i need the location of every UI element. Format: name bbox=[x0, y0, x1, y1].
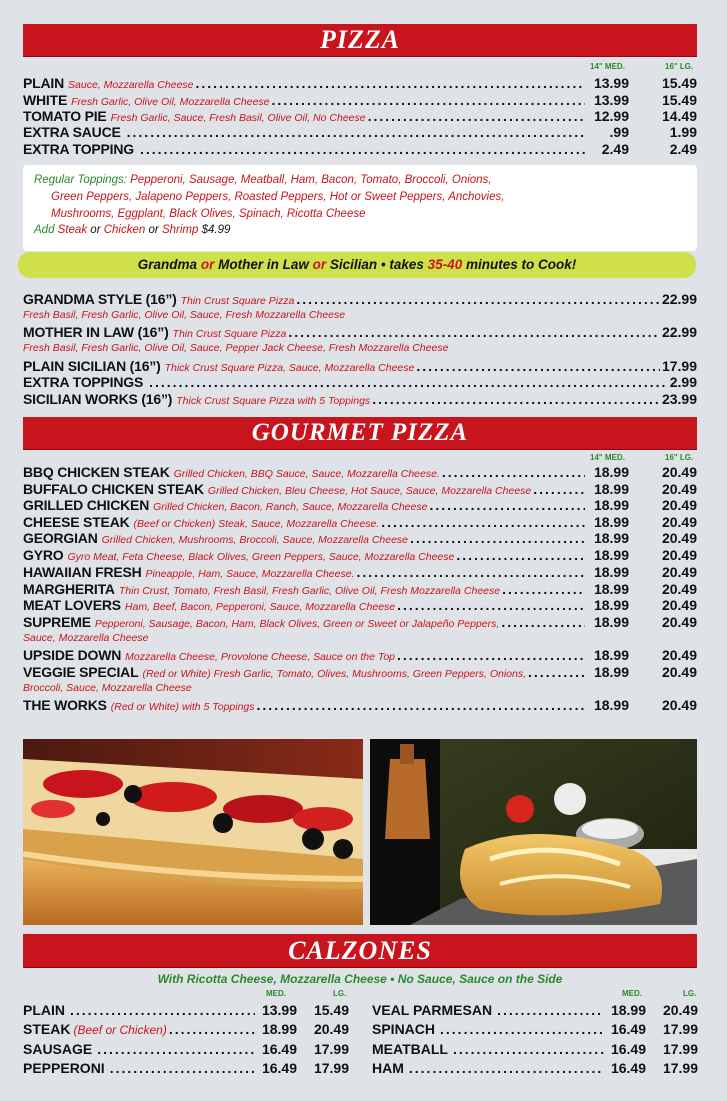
price-medium: 18.99 bbox=[593, 564, 629, 580]
price-medium: 18.99 bbox=[593, 664, 629, 680]
item-name: THE WORKS bbox=[23, 697, 107, 713]
bar-or-2: or bbox=[312, 257, 327, 272]
price-medium: 18.99 bbox=[593, 697, 629, 713]
item-name: HAWAIIAN FRESH bbox=[23, 564, 142, 580]
gourmet-lg-header: 16" LG. bbox=[665, 453, 694, 462]
item-subline: Fresh Basil, Fresh Garlic, Olive Oil, Sauce, Pepper Jack Cheese, Fresh Mozzarella Cheese bbox=[23, 342, 449, 354]
price-large: 15.49 bbox=[661, 92, 697, 108]
bar-minutes: 35-40 bbox=[427, 257, 463, 272]
price-medium: 2.49 bbox=[601, 141, 629, 157]
menu-item-row bbox=[23, 92, 697, 109]
leader-dots bbox=[357, 564, 586, 581]
toppings-line-2: Green Peppers, Jalapeno Peppers, Roasted Peppers, Hot or Sweet Peppers, Anchovies, bbox=[51, 191, 505, 203]
price-large: 20.49 bbox=[661, 664, 697, 680]
item-description: (Beef or Chicken) Steak, Sauce, Mozzarella Cheese. bbox=[133, 518, 380, 530]
item-description: Grilled Chicken, BBQ Sauce, Sauce, Mozzarella Cheese. bbox=[173, 468, 440, 480]
toppings-line-3: Mushrooms, Eggplant, Black Olives, Spinach, Ricotta Cheese bbox=[51, 208, 366, 220]
item-name: PLAIN bbox=[23, 75, 65, 91]
item-name: GYRO bbox=[23, 547, 64, 563]
item-name: MOTHER IN LAW (16”) bbox=[23, 324, 169, 340]
price-large: 20.49 bbox=[661, 547, 697, 563]
price-medium: 18.99 bbox=[593, 497, 629, 513]
calzones-subtitle: With Ricotta Cheese, Mozzarella Cheese • No Sauce, Sauce on the Side bbox=[157, 972, 563, 986]
add-or-2: or bbox=[148, 224, 159, 236]
price-large: 17.99 bbox=[662, 1041, 698, 1057]
menu-item-row bbox=[23, 597, 697, 614]
leader-dots bbox=[397, 597, 585, 614]
price-large: 17.99 bbox=[313, 1041, 349, 1057]
leader-dots bbox=[368, 108, 585, 125]
pizza-section-title: PIZZA bbox=[23, 24, 697, 56]
item-description: Pineapple, Ham, Sauce, Mozzarella Cheese. bbox=[145, 568, 355, 580]
gourmet-med-header: 14" MED. bbox=[590, 453, 625, 462]
item-name: GRILLED CHICKEN bbox=[23, 497, 150, 513]
menu-item-row bbox=[23, 530, 697, 547]
price-medium: 16.49 bbox=[610, 1060, 646, 1076]
menu-item-row bbox=[23, 664, 697, 681]
menu-item-row bbox=[23, 481, 697, 498]
item-subline: Broccoli, Sauce, Mozzarella Cheese bbox=[23, 682, 192, 694]
item-name: SICILIAN WORKS (16”) bbox=[23, 391, 173, 407]
item-description: (Red or White) with 5 Toppings bbox=[110, 701, 255, 713]
menu-item-row bbox=[23, 75, 697, 92]
menu-item-row bbox=[23, 141, 697, 158]
calzones-right-med-header: MED. bbox=[622, 989, 642, 998]
menu-item-row bbox=[23, 108, 697, 125]
price-medium: 18.99 bbox=[593, 647, 629, 663]
leader-dots bbox=[381, 514, 585, 531]
leader-dots bbox=[169, 1021, 255, 1038]
leader-dots bbox=[140, 141, 585, 158]
price-large: 20.49 bbox=[661, 597, 697, 613]
item-name: EXTRA TOPPING bbox=[23, 141, 134, 157]
leader-dots bbox=[149, 374, 668, 391]
calzone-name: VEAL PARMESAN bbox=[372, 1002, 493, 1018]
price-large: 20.49 bbox=[661, 514, 697, 530]
price-medium: 18.99 bbox=[593, 547, 629, 563]
leader-dots bbox=[70, 1002, 255, 1019]
item-description: Grilled Chicken, Bacon, Ranch, Sauce, Mozzarella Cheese bbox=[153, 501, 428, 513]
calzone-name: STEAK bbox=[23, 1021, 71, 1037]
leader-dots bbox=[97, 1041, 255, 1058]
leader-dots bbox=[397, 647, 585, 664]
item-description: Thick Crust Square Pizza, Sauce, Mozzarella Cheese bbox=[164, 362, 415, 374]
price-large: 15.49 bbox=[313, 1002, 349, 1018]
calzone-row bbox=[23, 1021, 349, 1038]
add-shrimp: Shrimp bbox=[161, 224, 199, 236]
item-name: VEGGIE SPECIAL bbox=[23, 664, 139, 680]
leader-dots bbox=[409, 1060, 604, 1077]
calzones-left-lg-header: LG. bbox=[333, 989, 347, 998]
add-label: Add bbox=[34, 224, 55, 236]
item-description: (Red or White) Fresh Garlic, Tomato, Olives, Mushrooms, Green Peppers, Onions, bbox=[142, 668, 527, 680]
price-large: 20.49 bbox=[661, 481, 697, 497]
menu-item-row bbox=[23, 514, 697, 531]
price-medium: 18.99 bbox=[610, 1002, 646, 1018]
calzone-name: SPINACH bbox=[372, 1021, 436, 1037]
price-large: 20.49 bbox=[661, 697, 697, 713]
leader-dots bbox=[528, 664, 585, 681]
item-name: GRANDMA STYLE (16”) bbox=[23, 291, 177, 307]
calzone-name: PEPPERONI bbox=[23, 1060, 105, 1076]
price-medium: 16.49 bbox=[261, 1060, 297, 1076]
menu-item-row bbox=[23, 547, 697, 564]
item-name: EXTRA TOPPINGS bbox=[23, 374, 144, 390]
price-medium: 18.99 bbox=[261, 1021, 297, 1037]
price-medium: 12.99 bbox=[593, 108, 629, 124]
item-name: MARGHERITA bbox=[23, 581, 115, 597]
calzone-description: (Beef or Chicken) bbox=[73, 1023, 167, 1037]
leader-dots bbox=[257, 697, 585, 714]
item-description: Grilled Chicken, Mushrooms, Broccoli, Sauce, Mozzarella Cheese bbox=[101, 534, 409, 546]
item-description: Fresh Garlic, Olive Oil, Mozzarella Cheese bbox=[71, 96, 270, 108]
item-name: UPSIDE DOWN bbox=[23, 647, 122, 663]
item-name: BBQ CHICKEN STEAK bbox=[23, 464, 170, 480]
price: 22.99 bbox=[661, 324, 697, 340]
price-medium: 18.99 bbox=[593, 464, 629, 480]
toppings-label: Regular Toppings: bbox=[34, 174, 127, 186]
leader-dots bbox=[502, 581, 585, 598]
item-description: Thin Crust, Tomato, Fresh Basil, Fresh Garlic, Olive Oil, Fresh Mozzarella Cheese bbox=[118, 585, 501, 597]
price-large: 20.49 bbox=[313, 1021, 349, 1037]
calzones-right-lg-header: LG. bbox=[683, 989, 697, 998]
price-medium: 18.99 bbox=[593, 481, 629, 497]
leader-dots bbox=[429, 497, 585, 514]
menu-item-row bbox=[23, 647, 697, 664]
leader-dots bbox=[497, 1002, 604, 1019]
menu-item-row bbox=[23, 497, 697, 514]
leader-dots bbox=[533, 481, 585, 498]
item-description: Thick Crust Square Pizza with 5 Toppings bbox=[176, 395, 371, 407]
leader-dots bbox=[456, 547, 585, 564]
item-description: Sauce, Mozzarella Cheese bbox=[68, 79, 194, 91]
price-large: 1.99 bbox=[669, 124, 697, 140]
price: 23.99 bbox=[661, 391, 697, 407]
price-medium: 18.99 bbox=[593, 514, 629, 530]
item-name: SUPREME bbox=[23, 614, 91, 630]
menu-item-row bbox=[23, 374, 697, 391]
leader-dots bbox=[453, 1041, 604, 1058]
item-name: TOMATO PIE bbox=[23, 108, 107, 124]
price-large: 2.49 bbox=[669, 141, 697, 157]
pizza-lg-header: 16" LG. bbox=[665, 62, 694, 71]
item-description: Grilled Chicken, Bleu Cheese, Hot Sauce, Sauce, Mozzarella Cheese bbox=[207, 485, 532, 497]
menu-item-row bbox=[23, 358, 697, 375]
square-pizza-photo bbox=[23, 739, 363, 925]
item-name: EXTRA SAUCE bbox=[23, 124, 121, 140]
menu-item-row bbox=[23, 614, 697, 631]
calzone-name: HAM bbox=[372, 1060, 404, 1076]
add-or-1: or bbox=[90, 224, 101, 236]
calzone-name: MEATBALL bbox=[372, 1041, 448, 1057]
price-large: 15.49 bbox=[661, 75, 697, 91]
price-large: 20.49 bbox=[661, 464, 697, 480]
toppings-box bbox=[23, 165, 697, 251]
price-large: 20.49 bbox=[661, 614, 697, 630]
price-large: 17.99 bbox=[662, 1060, 698, 1076]
price-medium: 18.99 bbox=[593, 614, 629, 630]
calzone-row bbox=[372, 1021, 698, 1038]
price-medium: 13.99 bbox=[593, 75, 629, 91]
item-description: Ham, Beef, Bacon, Pepperoni, Sauce, Mozzarella Cheese bbox=[124, 601, 396, 613]
menu-item-row bbox=[23, 391, 697, 408]
price-large: 20.49 bbox=[661, 647, 697, 663]
gourmet-section-title: GOURMET PIZZA bbox=[23, 417, 697, 449]
price-large: 20.49 bbox=[662, 1002, 698, 1018]
item-description: Mozzarella Cheese, Provolone Cheese, Sauce on the Top bbox=[125, 651, 396, 663]
item-name: MEAT LOVERS bbox=[23, 597, 121, 613]
leader-dots bbox=[110, 1060, 255, 1077]
calzone-row bbox=[23, 1060, 349, 1077]
price-large: 20.49 bbox=[661, 497, 697, 513]
menu-item-row bbox=[23, 581, 697, 598]
price-large: 20.49 bbox=[661, 564, 697, 580]
item-name: PLAIN SICILIAN (16”) bbox=[23, 358, 161, 374]
calzones-section-title: CALZONES bbox=[23, 934, 697, 967]
price: 17.99 bbox=[661, 358, 697, 374]
add-steak: Steak bbox=[57, 224, 88, 236]
item-description: Pepperoni, Sausage, Bacon, Ham, Black Olives, Green or Sweet or Jalapeño Peppers, bbox=[94, 618, 500, 630]
price-medium: 16.49 bbox=[610, 1021, 646, 1037]
add-chicken: Chicken bbox=[103, 224, 146, 236]
leader-dots bbox=[416, 358, 660, 375]
menu-item-row bbox=[23, 124, 697, 141]
leader-dots bbox=[272, 92, 585, 109]
cook-time-bar bbox=[18, 252, 696, 278]
item-name: WHITE bbox=[23, 92, 68, 108]
leader-dots bbox=[440, 1021, 604, 1038]
calzone-row bbox=[23, 1041, 349, 1058]
add-price: $4.99 bbox=[201, 224, 231, 236]
leader-dots bbox=[372, 391, 660, 408]
item-name: BUFFALO CHICKEN STEAK bbox=[23, 481, 204, 497]
price-medium: 13.99 bbox=[593, 92, 629, 108]
menu-item-row bbox=[23, 464, 697, 481]
item-description: Fresh Garlic, Sauce, Fresh Basil, Olive Oil, No Cheese bbox=[110, 112, 366, 124]
price-large: 17.99 bbox=[662, 1021, 698, 1037]
price-large: 20.49 bbox=[661, 530, 697, 546]
calzone-row bbox=[372, 1060, 698, 1077]
item-description: Thin Crust Square Pizza bbox=[180, 295, 295, 307]
bar-or-1: or bbox=[200, 257, 215, 272]
price-medium: 18.99 bbox=[593, 530, 629, 546]
bar-sicilian: Sicilian • takes bbox=[329, 257, 424, 272]
leader-dots bbox=[127, 124, 585, 141]
price-large: 14.49 bbox=[661, 108, 697, 124]
price-medium: 18.99 bbox=[593, 597, 629, 613]
leader-dots bbox=[288, 324, 660, 341]
leader-dots bbox=[296, 291, 660, 308]
menu-item-row bbox=[23, 697, 697, 714]
item-description: Thin Crust Square Pizza bbox=[172, 328, 287, 340]
menu-item-row bbox=[23, 324, 697, 341]
bar-mil: Mother in Law bbox=[218, 257, 309, 272]
price-medium: .99 bbox=[609, 124, 629, 140]
item-description: Gyro Meat, Feta Cheese, Black Olives, Green Peppers, Sauce, Mozzarella Cheese bbox=[67, 551, 455, 563]
menu-item-row bbox=[23, 564, 697, 581]
leader-dots bbox=[410, 530, 585, 547]
item-name: GEORGIAN bbox=[23, 530, 98, 546]
calzone-name: PLAIN bbox=[23, 1002, 65, 1018]
price-medium: 13.99 bbox=[261, 1002, 297, 1018]
bar-grandma: Grandma bbox=[137, 257, 198, 272]
bar-tail: minutes to Cook! bbox=[465, 257, 577, 272]
leader-dots bbox=[501, 614, 585, 631]
menu-item-row bbox=[23, 291, 697, 308]
price: 22.99 bbox=[661, 291, 697, 307]
calzone-row bbox=[23, 1002, 349, 1019]
calzone-photo bbox=[370, 739, 697, 925]
calzones-left-med-header: MED. bbox=[266, 989, 286, 998]
calzone-row bbox=[372, 1002, 698, 1019]
item-subline: Fresh Basil, Fresh Garlic, Olive Oil, Sauce, Fresh Mozzarella Cheese bbox=[23, 309, 346, 321]
price-large: 20.49 bbox=[661, 581, 697, 597]
price: 2.99 bbox=[669, 374, 697, 390]
price-medium: 16.49 bbox=[261, 1041, 297, 1057]
item-subline: Sauce, Mozzarella Cheese bbox=[23, 632, 149, 644]
pizza-med-header: 14" MED. bbox=[590, 62, 625, 71]
item-name: CHEESE STEAK bbox=[23, 514, 130, 530]
calzone-row bbox=[372, 1041, 698, 1058]
leader-dots bbox=[442, 464, 585, 481]
leader-dots bbox=[196, 75, 586, 92]
price-medium: 18.99 bbox=[593, 581, 629, 597]
price-medium: 16.49 bbox=[610, 1041, 646, 1057]
toppings-line-1: Pepperoni, Sausage, Meatball, Ham, Bacon, Tomato, Broccoli, Onions, bbox=[130, 174, 492, 186]
calzone-name: SAUSAGE bbox=[23, 1041, 93, 1057]
price-large: 17.99 bbox=[313, 1060, 349, 1076]
